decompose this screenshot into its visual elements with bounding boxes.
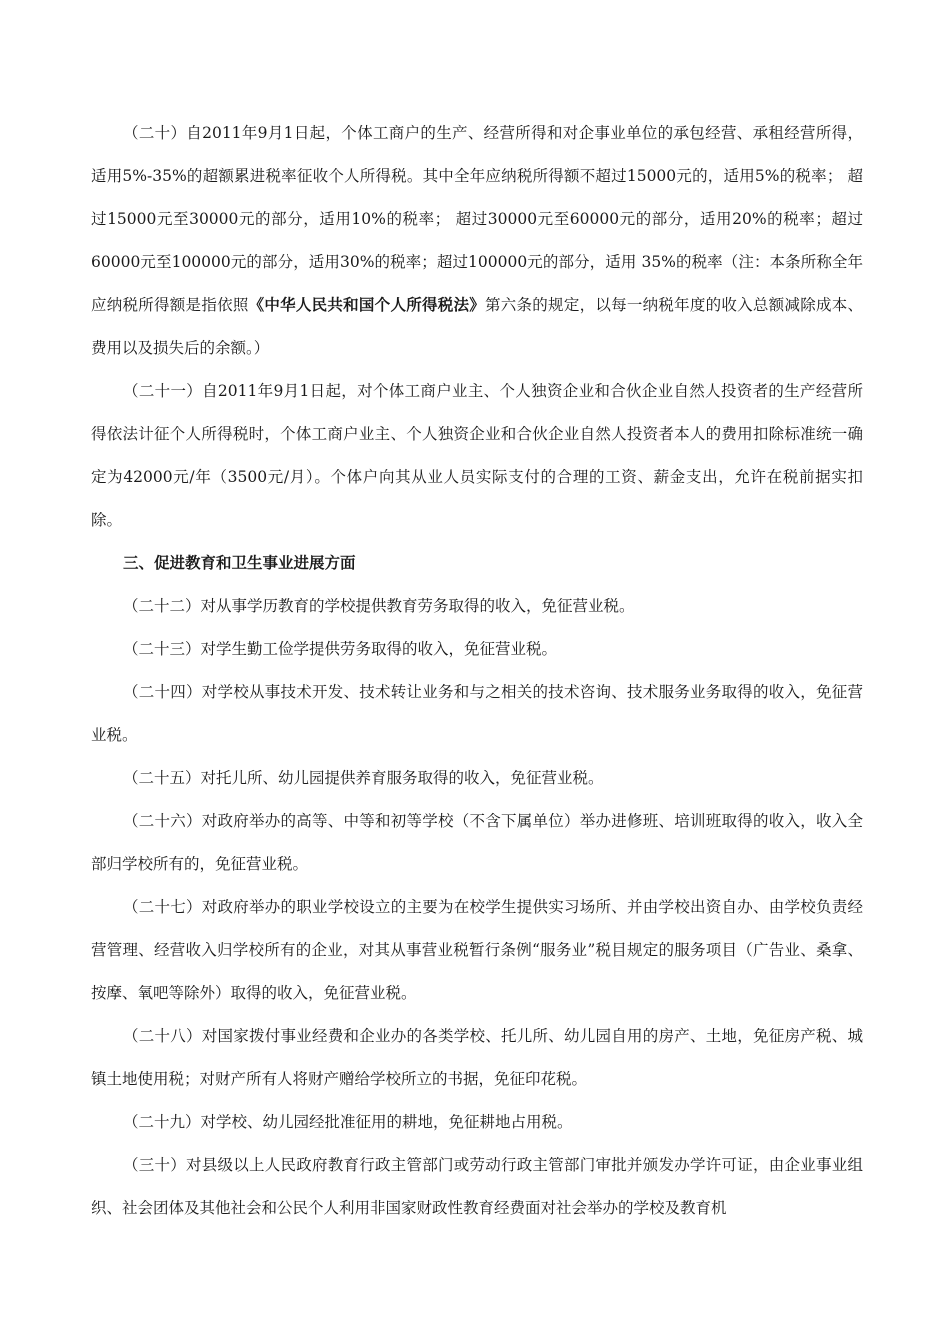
paragraph-21: （二十一）自2011年9月1日起，对个体工商户业主、个人独资企业和合伙企业自然人投资者的生产经营所得依法计征个人所得税时，个体工商户业主、个人独资企业和合伙企业自然人投资者本人的费用扣除标准统一确定为42000元/年（3500元/月）。个体户向其从业人员实际支付的合理的工资、薪金支出，允许在税前据实扣除。 — [91, 382, 863, 529]
document-body — [91, 112, 863, 1230]
section-heading: 三、促进教育和卫生事业进展方面 — [123, 554, 356, 572]
paragraph-30: （三十）对县级以上人民政府教育行政主管部门或劳动行政主管部门审批并颁发办学许可证，由企业事业组织、社会团体及其他社会和公民个人利用非国家财政性教育经费面对社会举办的学校及教育机 — [91, 1156, 863, 1217]
paragraph-20 — [91, 112, 863, 370]
paragraph-23: （二十三）对学生勤工俭学提供劳务取得的收入，免征营业税。 — [123, 640, 558, 658]
paragraph-22: （二十二）对从事学历教育的学校提供教育劳务取得的收入，免征营业税。 — [123, 597, 635, 615]
paragraph-25: （二十五）对托儿所、幼儿园提供养育服务取得的收入，免征营业税。 — [123, 769, 604, 787]
paragraph-24: （二十四）对学校从事技术开发、技术转让业务和与之相关的技术咨询、技术服务业务取得的收入，免征营业税。 — [91, 683, 863, 744]
paragraph-27: （二十七）对政府举办的职业学校设立的主要为在校学生提供实习场所、并由学校出资自办、由学校负责经营管理、经营收入归学校所有的企业，对其从事营业税暂行条例“服务业”税目规定的服务项目（广告业、桑拿、按摩、氧吧等除外）取得的收入，免征营业税。 — [91, 898, 863, 1002]
paragraph-26: （二十六）对政府举办的高等、中等和初等学校（不含下属单位）举办进修班、培训班取得的收入，收入全部归学校所有的，免征营业税。 — [91, 812, 863, 873]
paragraph-20-text: （二十）自2011年9月1日起，个体工商户的生产、经营所得和对企事业单位的承包经营、承租经营所得，适用5%-35%的超额累进税率征收个人所得税。其中全年应纳税所得额不超过15000元的，适用5%的税率； 超过15000元至30000元的部分，适用10%的税率； 超过30000元至60000元的部分，适用20%的税率；超过60000元至100000元的部分，适用30%的税率；超过100000元的部分，适用 35%的税率（注：本条所称全年应纳税所得额是指依照 — [91, 124, 863, 314]
paragraph-29: （二十九）对学校、幼儿园经批准征用的耕地，免征耕地占用税。 — [123, 1113, 573, 1131]
law-name: 《中华人民共和国个人所得税法》 — [248, 296, 486, 314]
paragraph-28: （二十八）对国家拨付事业经费和企业办的各类学校、托儿所、幼儿园自用的房产、土地，免征房产税、城镇土地使用税；对财产所有人将财产赠给学校所立的书据，免征印花税。 — [91, 1027, 863, 1088]
paragraph-20-text-end: 第六条的规定，以每一纳税年度的收入总额减除成本、费用以及损失后的余额。） — [91, 296, 863, 357]
